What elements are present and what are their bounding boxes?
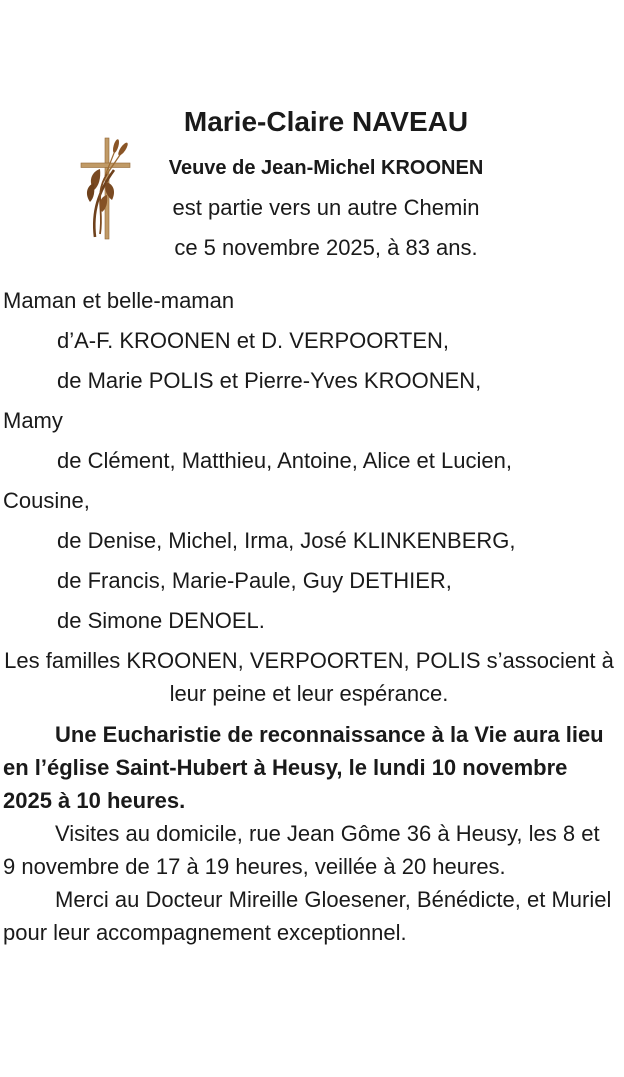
eucharist-line: en l’église Saint-Hubert à Heusy, le lundi 10 novembre xyxy=(3,755,568,780)
family-role-line: Cousine, xyxy=(3,488,90,513)
families-note-line: Les familles KROONEN, VERPOORTEN, POLIS s’associent à xyxy=(4,648,614,673)
deceased-name: Marie-Claire NAVEAU xyxy=(183,106,469,137)
visits-line: 9 novembre de 17 à 19 heures, veillée à 20 heures. xyxy=(3,854,506,879)
thanks-line: Merci au Docteur Mireille Gloesener, Bénédicte, et Muriel xyxy=(55,887,612,912)
family-members-line: de Francis, Marie-Paule, Guy DETHIER, xyxy=(57,568,452,593)
family-members-line: de Denise, Michel, Irma, José KLINKENBERG, xyxy=(57,528,516,553)
widow-line: Veuve de Jean-Michel KROONEN xyxy=(168,157,484,179)
family-members-line: de Clément, Matthieu, Antoine, Alice et Lucien, xyxy=(57,448,512,473)
family-members-line: de Simone DENOEL. xyxy=(57,608,265,633)
departure-line: est partie vers un autre Chemin xyxy=(172,195,480,220)
visits-line: Visites au domicile, rue Jean Gôme 36 à Heusy, les 8 et xyxy=(55,821,600,846)
family-members-line: de Marie POLIS et Pierre-Yves KROONEN, xyxy=(57,368,482,393)
eucharist-line: Une Eucharistie de reconnaissance à la Vie aura lieu xyxy=(55,722,604,747)
thanks-line: pour leur accompagnement exceptionnel. xyxy=(3,920,407,945)
family-members-line: d’A-F. KROONEN et D. VERPOORTEN, xyxy=(57,328,450,353)
families-note xyxy=(3,644,615,710)
eucharist-line: 2025 à 10 heures. xyxy=(3,788,186,813)
family-list xyxy=(3,284,615,637)
family-role-line: Maman et belle-maman xyxy=(3,288,235,313)
cross-icon xyxy=(74,134,136,244)
death-date-line: ce 5 novembre 2025, à 83 ans. xyxy=(174,235,478,260)
thanks-paragraph xyxy=(3,883,615,949)
families-note-line: leur peine et leur espérance. xyxy=(169,681,449,706)
eucharist-paragraph xyxy=(3,718,615,817)
family-role-line: Mamy xyxy=(3,408,63,433)
visits-paragraph xyxy=(3,817,615,883)
